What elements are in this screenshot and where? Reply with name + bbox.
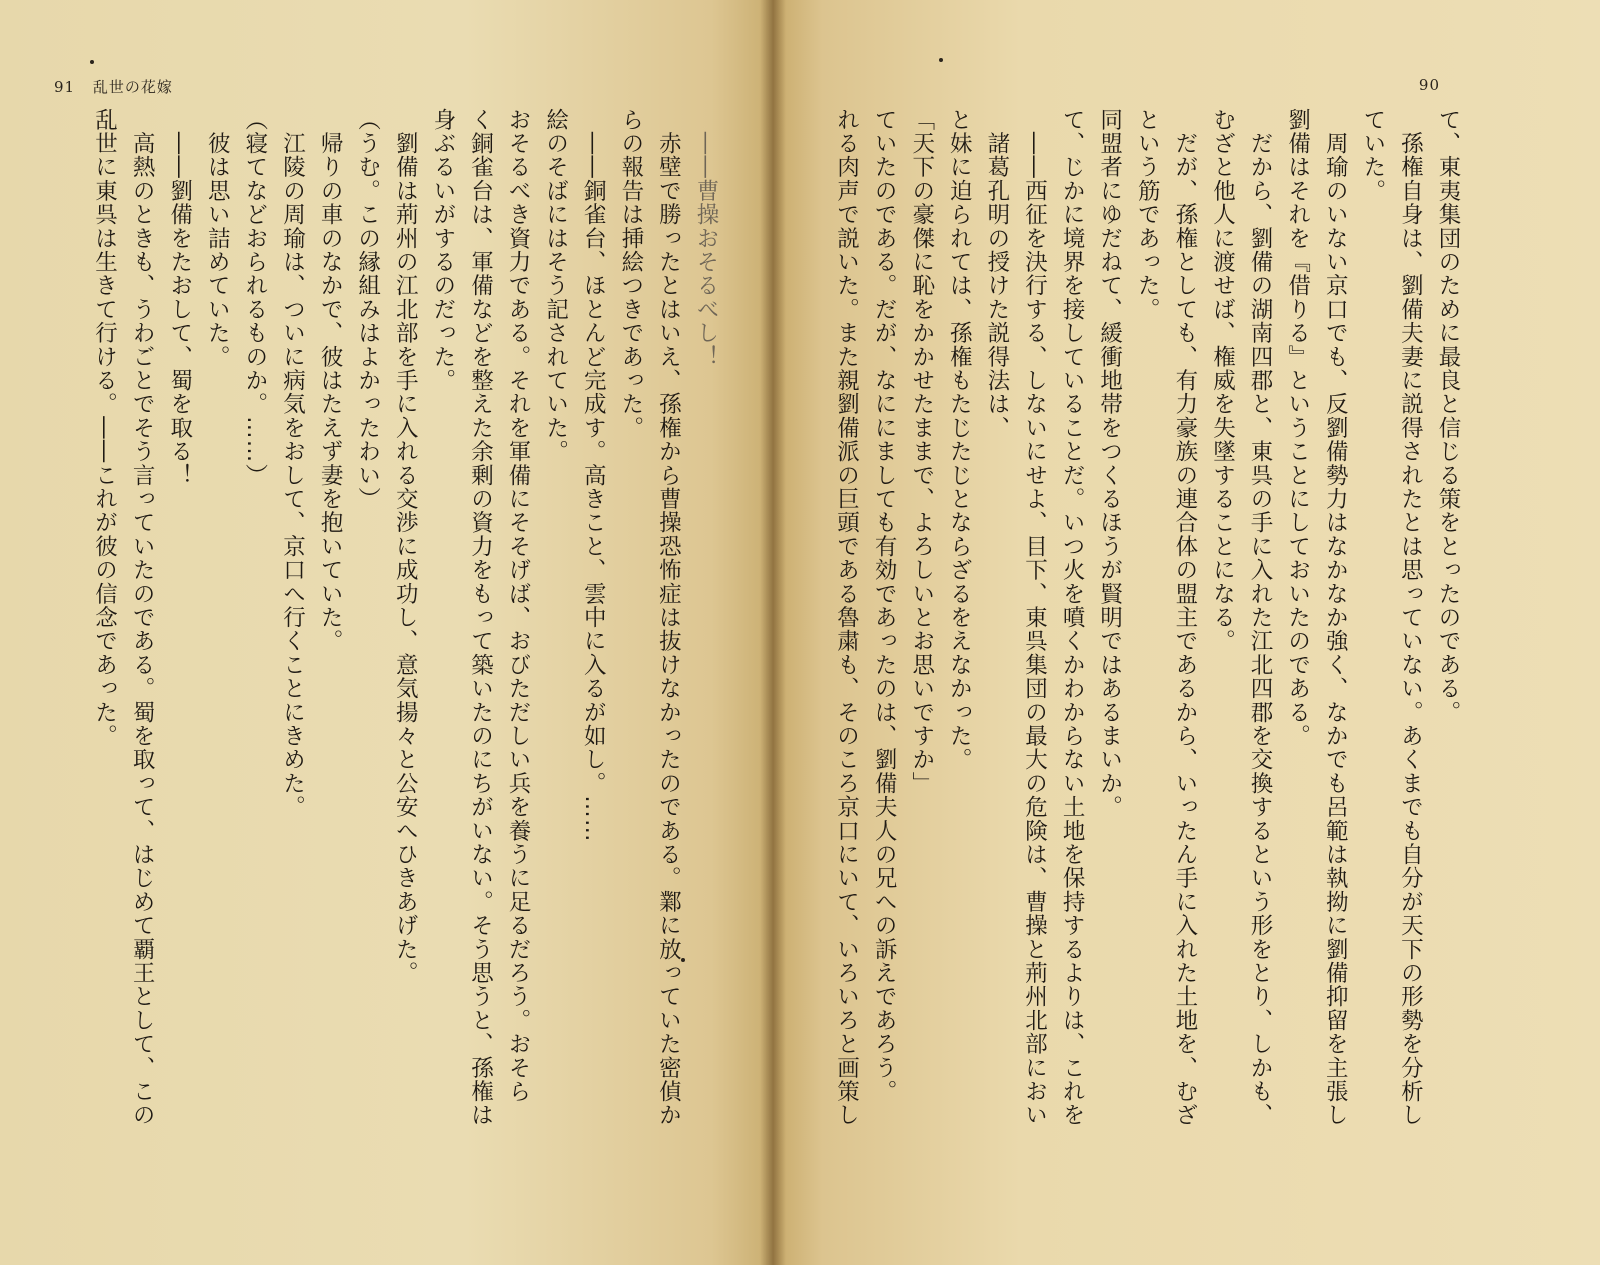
text-line: れる肉声で説いた。また親劉備派の巨頭である魯粛も、そのころ京口にいて、いろいろと画策し: [833, 108, 860, 1128]
text-line: 周瑜のいない京口でも、反劉備勢力はなかなか強く、なかでも呂範は執拗に劉備抑留を主張し: [1322, 108, 1349, 1128]
text-line: ――劉備をたおして、蜀を取る！: [166, 108, 193, 488]
text-line: 彼は思い詰めていた。: [204, 108, 231, 369]
ink-speck: [939, 58, 943, 62]
text-line: 劉備はそれを『借りる』ということにしておいたのである。: [1284, 108, 1311, 748]
left-running-head: [54, 76, 173, 97]
text-line: 劉備は荊州の江北部を手に入れる交渉に成功し、意気揚々と公安へひきあげた。: [392, 108, 419, 985]
text-line: 同盟者にゆだねて、緩衝地帯をつくるほうが賢明ではあるまいか。: [1096, 108, 1123, 819]
text-line: 絵のそばにはそう記されていた。: [542, 108, 569, 464]
text-line: という筋であった。: [1134, 108, 1161, 322]
left-page-text: [44, 108, 724, 1208]
text-line: て、東夷集団のために最良と信じる策をとったのである。: [1435, 108, 1461, 725]
text-line: く銅雀台は、軍備などを整えた余剰の資力をもって築いたのにちがいない。そう思うと、孫権は: [467, 108, 494, 1128]
text-line: 「天下の豪傑に恥をかかせたままで、よろしいとお思いですか」: [908, 108, 935, 796]
text-line: 江陵の周瑜は、ついに病気をおして、京口へ行くことにきめた。: [279, 108, 306, 819]
text-line: 身ぶるいがするのだった。: [429, 108, 456, 393]
text-line: ――銅雀台、ほとんど完成す。高きこと、雲中に入るが如し。……: [580, 108, 607, 843]
text-line: 諸葛孔明の授けた説得法は、: [983, 108, 1010, 440]
text-line: 赤壁で勝ったとはいえ、孫権から曹操恐怖症は抜けなかったのである。鄴に放っていた密偵か: [655, 108, 682, 1128]
text-line: と妹に迫られては、孫権もたじたじとならざるをえなかった。: [946, 108, 973, 772]
right-page-text: [786, 108, 1466, 1208]
text-line: ――曹操おそるべし！: [693, 108, 719, 369]
text-line: むざと他人に渡せば、権威を失墜することになる。: [1209, 108, 1236, 654]
text-line: （寝てなどおられるものか。……）: [241, 108, 268, 488]
text-line: 孫権自身は、劉備夫妻に説得されたとは思っていない。あくまでも自分が天下の形勢を分析し: [1397, 108, 1424, 1128]
text-line: ――西征を決行する、しないにせよ、目下、東呉集団の最大の危険は、曹操と荊州北部におい: [1021, 108, 1048, 1128]
text-line: おそるべき資力である。それを軍備にそそげば、おびただしい兵を養うに足るだろう。おそら: [505, 108, 532, 1104]
text-line: ていた。: [1359, 108, 1386, 203]
right-running-head: [1419, 76, 1440, 94]
text-line: て、じかに境界を接していることだ。いつ火を噴くかわからない土地を保持するよりは、これを: [1059, 108, 1086, 1128]
right-page-number: 90: [1418, 76, 1440, 94]
ink-speck: [681, 958, 685, 962]
chapter-title: 乱世の花嫁: [92, 78, 173, 96]
book-gutter: [760, 0, 786, 1265]
text-line: 乱世に東呉は生きて行ける。――これが彼の信念であった。: [91, 108, 118, 748]
text-line: 高熱のときも、うわごとでそう言っていたのである。蜀を取って、はじめて覇王として、この: [129, 108, 156, 1128]
text-line: （うむ。この縁組みはよかったわい）: [354, 108, 381, 511]
text-line: 帰りの車のなかで、彼はたえず妻を抱いていた。: [317, 108, 344, 654]
left-page-number: 91: [54, 78, 76, 96]
text-line: らの報告は挿絵つきであった。: [617, 108, 644, 440]
ink-speck: [90, 60, 94, 64]
text-line: だが、孫権としても、有力豪族の連合体の盟主であるから、いったん手に入れた土地を、むざ: [1171, 108, 1198, 1128]
text-line: だから、劉備の湖南四郡と、東呉の手に入れた江北四郡を交換するという形をとり、しかも、: [1247, 108, 1274, 1128]
text-line: ていたのである。だが、なににましても有効であったのは、劉備夫人の兄への訴えであろう。: [871, 108, 898, 1104]
